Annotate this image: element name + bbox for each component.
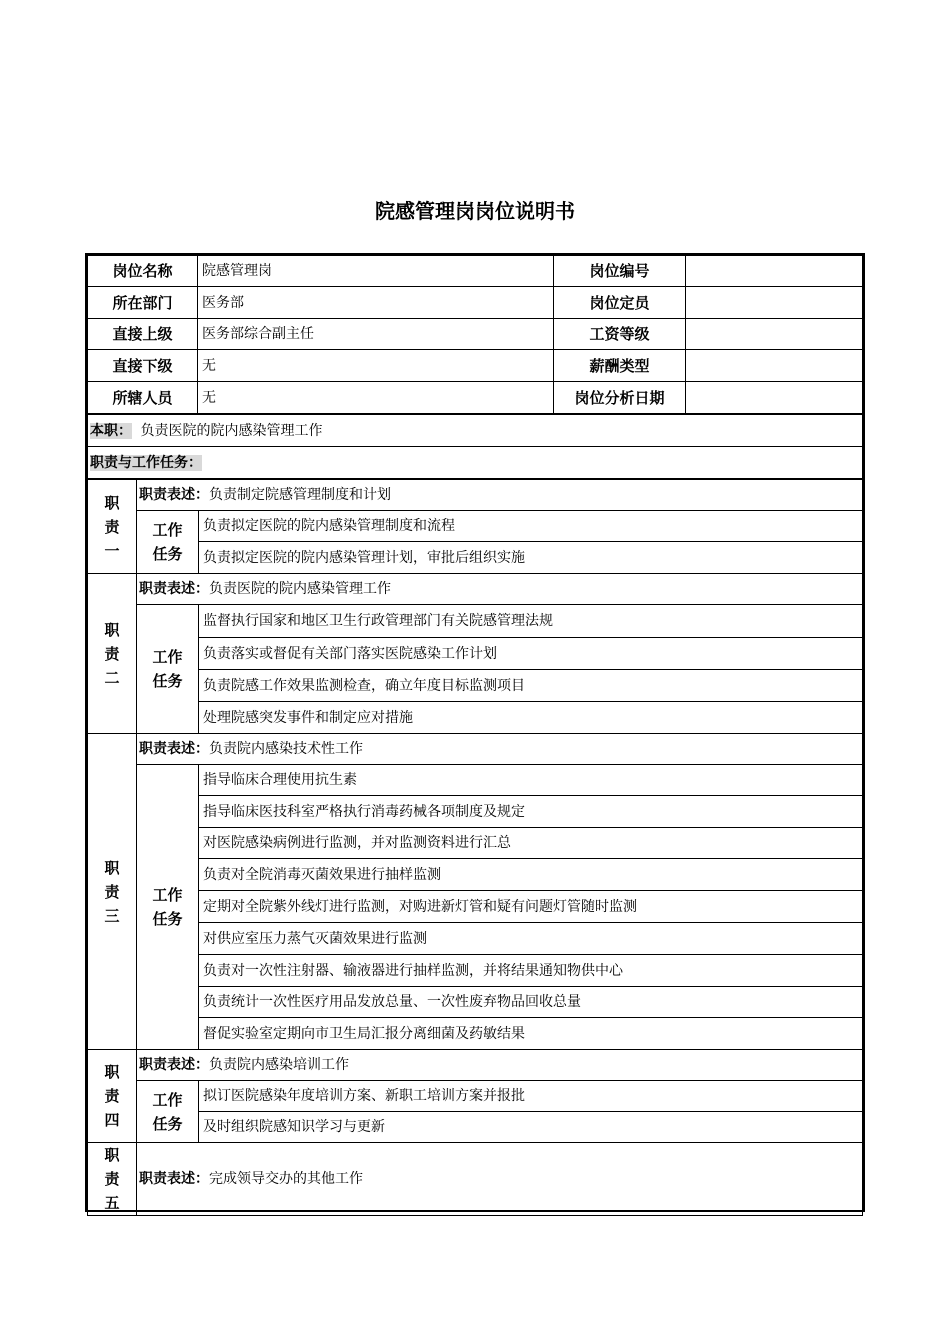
task-item: 负责拟定医院的院内感染管理计划，审批后组织实施 (199, 542, 863, 574)
field-value (686, 319, 863, 350)
field-label: 岗位编号 (554, 256, 686, 287)
duty-statement (137, 1050, 863, 1081)
task-item: 拟订医院感染年度培训方案、新职工培训方案并报批 (199, 1081, 863, 1112)
task-item: 负责统计一次性医疗用品发放总量、一次性废弃物品回收总量 (199, 987, 863, 1018)
task-row (88, 859, 863, 891)
task-row (88, 511, 863, 542)
duty-summary-text: 负责医院的院内感染管理工作 (140, 422, 323, 439)
field-value: 无 (198, 350, 554, 382)
duties-header: 职责与工作任务： (90, 454, 202, 471)
document-title: 院感管理岗岗位说明书 (375, 199, 575, 223)
field-value (686, 287, 863, 319)
field-label: 直接上级 (88, 319, 198, 350)
task-label-part: 工作 (152, 648, 183, 666)
duty-statement (137, 734, 863, 765)
duty-summary-table (87, 414, 863, 479)
duty-name-char: 责 (104, 882, 120, 901)
duty-statement-row (88, 1050, 863, 1081)
task-label-part: 工作 (152, 1090, 183, 1109)
task-item: 负责院感工作效果监测检查，确立年度目标监测项目 (199, 670, 863, 702)
basic-info-row (88, 319, 863, 350)
field-label: 所在部门 (88, 287, 198, 319)
field-label: 岗位定员 (554, 287, 686, 319)
task-row (88, 955, 863, 987)
statement-label: 职责表述： (139, 581, 209, 597)
field-label: 岗位分析日期 (554, 382, 686, 414)
task-item: 负责对一次性注射器、输液器进行抽样监测，并将结果通知物供中心 (199, 955, 863, 987)
duty-name-char: 职 (104, 1063, 120, 1081)
field-label: 工资等级 (554, 319, 686, 350)
field-label: 岗位名称 (88, 256, 198, 287)
duty-name (88, 480, 137, 574)
statement-label: 职责表述： (139, 1171, 209, 1187)
task-item: 定期对全院紫外线灯进行监测，对购进新灯管和疑有问题灯管随时监测 (199, 891, 863, 923)
basic-info-row (88, 287, 863, 319)
duty-name-char: 责 (104, 517, 120, 536)
task-row (88, 702, 863, 734)
duty-name (88, 1143, 137, 1216)
duty-name-char: 职 (104, 858, 120, 877)
statement-label: 职责表述： (139, 741, 209, 757)
task-item: 负责对全院消毒灭菌效果进行抽样监测 (199, 859, 863, 891)
duty-name-char: 责 (104, 1087, 120, 1105)
duty-name-char: 责 (104, 644, 120, 663)
task-item: 监督执行国家和地区卫生行政管理部门有关院感管理法规 (199, 605, 863, 638)
task-label (137, 765, 199, 1050)
task-item: 处理院感突发事件和制定应对措施 (199, 702, 863, 734)
duty-statement (137, 574, 863, 605)
task-label-part: 工作 (152, 886, 183, 904)
duty-name-char: 二 (104, 668, 120, 687)
field-value: 无 (198, 382, 554, 414)
basic-info-row (88, 256, 863, 287)
statement-text: 负责制定院感管理制度和计划 (209, 487, 391, 503)
duty-summary-label: 本职： (90, 422, 132, 439)
task-label-part: 任务 (152, 545, 183, 563)
task-item: 负责落实或督促有关部门落实医院感染工作计划 (199, 638, 863, 670)
task-label-part: 任务 (152, 1114, 183, 1133)
basic-info-table (87, 255, 863, 414)
task-row (88, 765, 863, 796)
duty-statement-row (88, 1143, 863, 1216)
task-item: 对医院感染病例进行监测，并对监测资料进行汇总 (199, 828, 863, 859)
duty-statement-row (88, 574, 863, 605)
task-label-part: 工作 (152, 521, 183, 539)
field-value: 医务部综合副主任 (198, 319, 554, 350)
task-row (88, 638, 863, 670)
task-item: 督促实验室定期向市卫生局汇报分离细菌及药敏结果 (199, 1018, 863, 1050)
duty-summary-row (88, 415, 863, 447)
duty-name (88, 1050, 137, 1143)
task-item: 及时组织院感知识学习与更新 (199, 1112, 863, 1143)
duty-name-char: 职 (104, 620, 120, 639)
task-row (88, 1081, 863, 1112)
duty-name-char: 职 (104, 1146, 120, 1164)
task-row (88, 923, 863, 955)
field-value (686, 256, 863, 287)
basic-info-row (88, 350, 863, 382)
task-row (88, 828, 863, 859)
duty-name (88, 574, 137, 734)
task-row (88, 605, 863, 638)
task-label (137, 511, 199, 574)
task-row (88, 1112, 863, 1143)
task-label (137, 1081, 199, 1143)
statement-label: 职责表述： (139, 487, 209, 503)
task-row (88, 542, 863, 574)
task-label (137, 605, 199, 734)
statement-text: 完成领导交办的其他工作 (209, 1171, 363, 1187)
task-row (88, 891, 863, 923)
duty-statement-row (88, 734, 863, 765)
field-value (686, 350, 863, 382)
duty-name-char: 职 (104, 493, 120, 512)
task-label-part: 任务 (152, 672, 183, 690)
duty-name-char: 五 (104, 1194, 120, 1212)
task-row (88, 1018, 863, 1050)
task-row (88, 987, 863, 1018)
field-value: 医务部 (198, 287, 554, 319)
duties-table (87, 479, 863, 1216)
duty-name-char: 四 (104, 1111, 120, 1129)
basic-info-row (88, 382, 863, 414)
duty-statement (137, 1143, 863, 1216)
task-item: 指导临床合理使用抗生素 (199, 765, 863, 796)
job-description-table (85, 253, 865, 1212)
statement-text: 负责院内感染培训工作 (209, 1057, 349, 1073)
task-item: 对供应室压力蒸气灭菌效果进行监测 (199, 923, 863, 955)
field-label: 所辖人员 (88, 382, 198, 414)
duty-statement (137, 480, 863, 511)
duty-name-char: 三 (104, 906, 120, 925)
field-label: 直接下级 (88, 350, 198, 382)
duty-statement-row (88, 480, 863, 511)
task-item: 负责拟定医院的院内感染管理制度和流程 (199, 511, 863, 542)
field-label: 薪酬类型 (554, 350, 686, 382)
field-value (686, 382, 863, 414)
statement-text: 负责院内感染技术性工作 (209, 741, 363, 757)
task-label-part: 任务 (152, 910, 183, 928)
duty-name-char: 一 (104, 541, 120, 560)
statement-text: 负责医院的院内感染管理工作 (209, 581, 391, 597)
statement-label: 职责表述： (139, 1057, 209, 1073)
duties-header-row (88, 447, 863, 479)
task-item: 指导临床医技科室严格执行消毒药械各项制度及规定 (199, 796, 863, 828)
task-row (88, 670, 863, 702)
field-value: 院感管理岗 (198, 256, 554, 287)
duty-name (88, 734, 137, 1050)
task-row (88, 796, 863, 828)
duty-name-char: 责 (104, 1170, 120, 1188)
